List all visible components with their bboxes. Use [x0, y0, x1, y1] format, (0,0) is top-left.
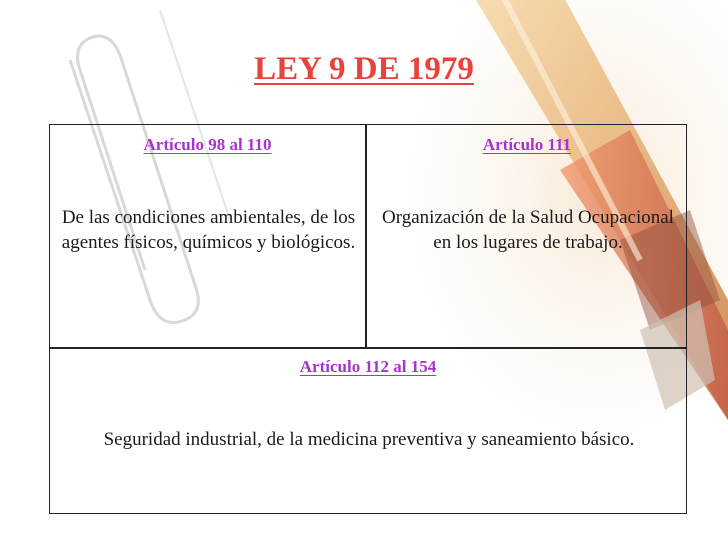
table-divider-horizontal	[50, 347, 686, 349]
table-divider-vertical	[365, 125, 367, 347]
cell-heading-articulo-112-154[interactable]: Artículo 112 al 154	[299, 357, 437, 376]
title-text: LEY 9 DE 1979	[254, 51, 474, 87]
articles-table	[49, 124, 687, 514]
cell-heading-articulo-98-110[interactable]: Artículo 98 al 110	[143, 135, 272, 154]
cell-body-condiciones-ambientales: De las condiciones ambientales, de los agentes físicos, químicos y biológicos.	[61, 207, 356, 253]
cell-heading-articulo-111[interactable]: Artículo 111	[482, 135, 572, 154]
cell-body-seguridad-industrial: Seguridad industrial, de la medicina preventiva y saneamiento básico.	[103, 429, 635, 450]
cell-body-organizacion-salud: Organización de la Salud Ocupacional en los lugares de trabajo.	[382, 207, 674, 253]
page-title	[0, 50, 728, 88]
